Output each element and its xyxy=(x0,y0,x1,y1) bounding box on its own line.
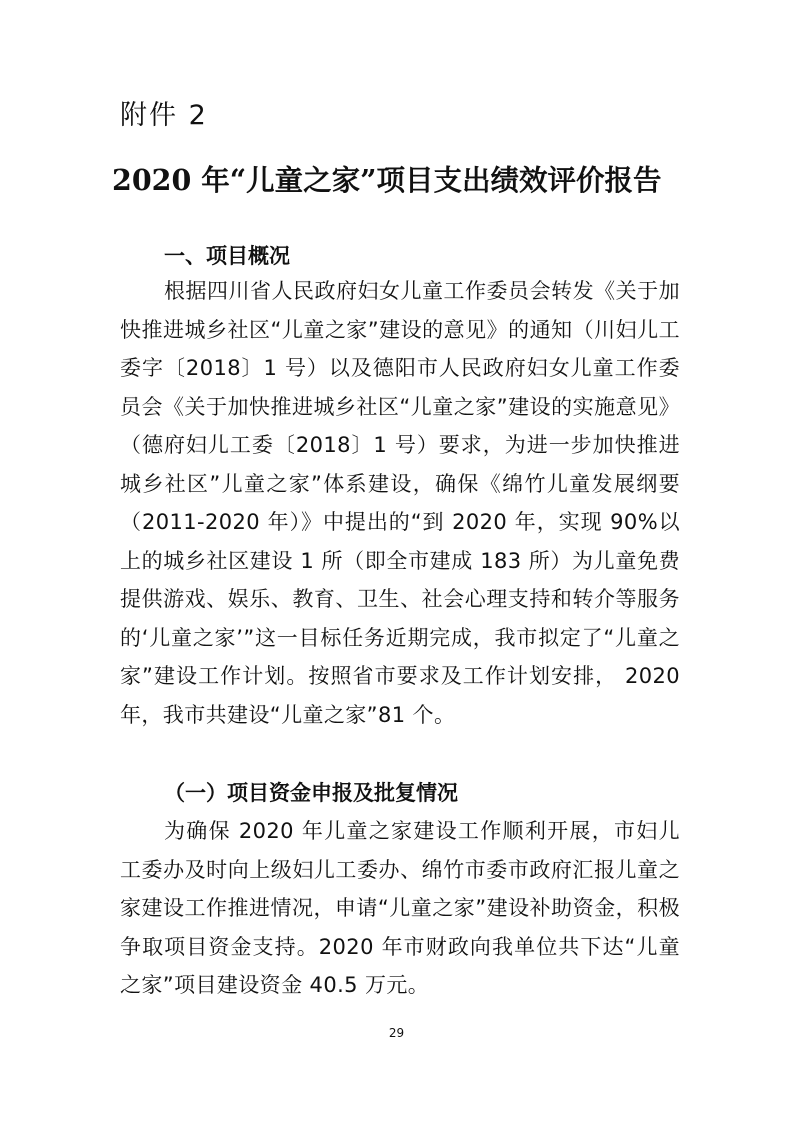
page-number: 29 xyxy=(388,1026,405,1040)
document-title: 2020 年“儿童之家”项目支出绩效评价报告 xyxy=(112,163,662,197)
section-heading-project-overview: 一、项目概况 xyxy=(164,244,290,268)
subsection-heading-fund-application: （一）项目资金申报及批复情况 xyxy=(164,781,458,805)
attachment-label: 附件 2 xyxy=(120,100,208,131)
section-paragraph-project-overview: 根据四川省人民政府妇女儿童工作委员会转发《关于加快推进城乡社区“儿童之家”建设的意见》的通知（川妇儿工委字〔2018〕1 号）以及德阳市人民政府妇女儿童工作委员会《关于加快推进城乡社区“儿童之家”建设的实施意见》（德府妇儿工委〔2018〕1 号）要求，为进一步加快推进城乡社区”儿童之家”体系建设，确保《绵竹儿童发展纲要（2011-2020 年）》中提出的“到 2020 年，实现 90%以上的城乡社区建设 1 所（即全市建成 183 所）为儿童免费提供游戏、娱乐、教育、卫生、社会心理支持和转介等服务的‘儿童之家’”这一目标任务近期完成，我市拟定了“儿童之家”建设工作计划。按照省市要求及工作计划安排， 2020 年，我市共建设“儿童之家”81 个。 xyxy=(120,279,680,727)
subsection-paragraph-fund-application: 为确保 2020 年儿童之家建设工作顺利开展，市妇儿工委办及时向上级妇儿工委办、绵竹市委市政府汇报儿童之家建设工作推进情况，申请“儿童之家”建设补助资金，积极争取项目资金支持。2020 年市财政向我单位共下达“儿童之家”项目建设资金 40.5 万元。 xyxy=(120,819,680,997)
